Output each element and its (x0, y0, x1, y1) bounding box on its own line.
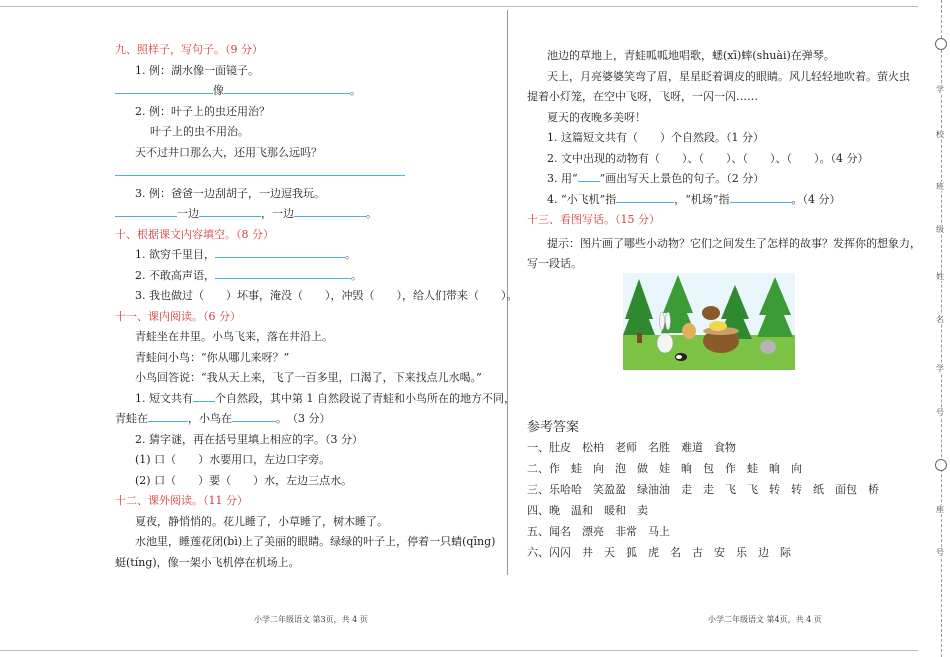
q9-example-2-answer: 叶子上的虫不用治。 (150, 125, 249, 138)
binding-label: 学 (936, 364, 944, 373)
q11-question-1 (115, 389, 515, 410)
q12-question-c (527, 169, 902, 190)
q12-paragraph-5: 天上，月亮婆婆笑弯了眉，星星眨着调皮的眼睛。风儿轻轻地吹着。萤火虫 (547, 69, 910, 83)
q13-prompt-cont: 写一段话。 (527, 257, 582, 270)
q11-q1-a: 1. 短文共有 (135, 391, 193, 405)
answer-blank[interactable] (215, 266, 351, 279)
answer-blank[interactable] (115, 204, 177, 217)
q11-q1-c: 青蛙在 (115, 412, 148, 425)
binding-label: 座 (936, 505, 944, 514)
binding-hole (935, 459, 947, 471)
answer-blank[interactable] (148, 409, 188, 422)
q9-example-2: 2. 例：叶子上的虫还用治？ (135, 104, 270, 118)
q12-qd-b: ，“机场”指 (674, 192, 730, 206)
q12-question-a: 1. 这篇短文共有（ ）个自然段。（1 分） (547, 131, 764, 144)
binding-label: 号 (936, 408, 944, 417)
bird-icon (709, 321, 727, 331)
q11-paragraph-3: 小鸟回答说：“我从天上来，飞了一百多里，口渴了，下来找点儿水喝。” (135, 371, 482, 384)
q10-line-2 (115, 266, 495, 287)
q10-line-1 (115, 245, 495, 266)
q11-riddle-2: (2) 口（ ）要（ ）水，左边三点水。 (135, 473, 353, 487)
q11-q1-b: 个自然段，其中第 1 自然段说了青蛙和小鸟所在的地方不同， (215, 391, 515, 405)
q9-ex1-mid: 像 (213, 84, 224, 97)
binding-label: 级 (936, 225, 944, 234)
q13-title: 十三、看图写话。（15 分） (527, 213, 660, 226)
q12-paragraph-4: 池边的草地上，青蛙呱呱地唱歌，蟋(xī)蟀(shuài)在弹琴。 (547, 49, 835, 62)
q9-ex3-word1: 一边 (177, 207, 199, 220)
top-rule (0, 6, 918, 7)
q12-qd-c: 。（4 分） (791, 192, 841, 206)
right-column (527, 46, 921, 559)
q9-ex3-word2: ，一边 (261, 207, 294, 220)
q12-paragraph-1: 夏夜，静悄悄的。花儿睡了，小草睡了，树木睡了。 (135, 514, 388, 528)
q12-paragraph-2: 水池里，睡莲花闭(bì)上了美丽的眼睛。绿绿的叶子上，停着一只蜻(qīng) (135, 535, 496, 548)
q11-riddle-1: (1) 口（ ）水要用口，左边口字旁。 (135, 453, 331, 466)
q9-title: 九、照样子，写句子。（9 分） (115, 43, 263, 56)
q11-title: 十一、课内阅读。（6 分） (115, 309, 241, 323)
q9-ex3-end: 。 (366, 207, 377, 220)
answer-blank[interactable] (616, 190, 674, 203)
answer-line: 五、闻名 漂亮 非常 马上 (527, 525, 670, 538)
q9-ex1-end: 。 (350, 84, 361, 97)
q12-title: 十二、课外阅读。（11 分） (115, 494, 248, 507)
binding-label: 名 (936, 315, 944, 324)
q12-paragraph-5-cont: 提着小灯笼，在空中飞呀，飞呀，一闪一闪…… (527, 90, 758, 103)
q11-q1-d: ，小鸟在 (188, 412, 232, 425)
magpie-icon (675, 353, 687, 361)
answer-blank[interactable] (215, 245, 345, 258)
q11-q1-e: 。 （3 分） (276, 412, 331, 425)
story-illustration (623, 273, 795, 370)
binding-label: 校 (936, 130, 944, 139)
q10-line-1-text: 1. 欲穷千里目， (135, 248, 215, 261)
q11-paragraph-2: 青蛙问小鸟：“你从哪儿来呀？” (135, 350, 290, 364)
q11-question-2: 2. 猜字谜，再在括号里填上相应的字。（3 分） (135, 432, 363, 446)
q11-question-1-cont (115, 409, 495, 430)
bottom-rule (0, 650, 918, 651)
answer-key-title: 参考答案 (527, 420, 580, 435)
binding-label: 姓 (936, 272, 944, 281)
q11-paragraph-1: 青蛙坐在井里。小鸟飞来，落在井沿上。 (135, 330, 333, 343)
answer-blank[interactable] (232, 409, 276, 422)
answer-blank[interactable] (294, 204, 366, 217)
answer-key (527, 416, 879, 563)
answer-line: 四、晚 温和 暖和 卖 (527, 504, 648, 517)
footer-left: 小学二年级语文 第3页，共 4 页 (254, 615, 368, 624)
binding-line (941, 0, 942, 657)
binding-strip (926, 0, 948, 657)
footer-right: 小学二年级语文 第4页，共 4 页 (708, 615, 822, 624)
monkey-icon (682, 323, 696, 339)
answer-blank[interactable] (193, 389, 215, 402)
answer-blank[interactable] (199, 204, 261, 217)
binding-hole (935, 38, 947, 50)
animal-icon (760, 340, 776, 354)
q9-answer-1 (115, 81, 495, 102)
q9-example-2-question: 天不过井口那么大，还用飞那么远吗？ (135, 145, 322, 159)
left-column (115, 40, 518, 573)
answer-blank[interactable] (730, 190, 792, 203)
q9-example-1: 1. 例：湖水像一面镜子。 (135, 63, 259, 77)
q12-qc-a: 3. 用“ (547, 172, 578, 185)
answer-blank[interactable] (578, 169, 600, 182)
binding-label: 号 (936, 548, 944, 557)
q10-line-3: 3. 我也做过（ ）坏事，淹没（ ），冲毁（ ），给人们带来（ ）。 (135, 289, 518, 302)
q10-line-2-text: 2. 不敢高声语， (135, 268, 215, 282)
q12-qc-b: ”画出写天上景色的句子。（2 分） (599, 172, 765, 185)
answer-line: 六、闪闪 井 天 狐 虎 名 古 安 乐 边 际 (527, 546, 791, 559)
owl-icon (702, 306, 720, 320)
q12-paragraph-3: 蜓(tíng)，像一架小飞机停在机场上。 (115, 555, 300, 569)
answer-line: 三、乐哈哈 笑盈盈 绿油油 走 走 飞 飞 转 转 纸 面包 桥 (527, 483, 879, 496)
q9-answer-3 (115, 204, 495, 225)
q10-title: 十、根据课文内容填空。（8 分） (115, 227, 274, 241)
answer-blank[interactable] (115, 81, 213, 94)
answer-line: 二、作 蛙 向 泡 做 娃 晌 包 作 蛙 晌 向 (527, 462, 802, 475)
q12-question-d (527, 190, 902, 211)
q12-qd-a: 4. “小飞机”指 (547, 192, 617, 206)
q12-question-b: 2. 文中出现的动物有（ ）、（ ）、（ ）、（ ）。（4 分） (547, 151, 869, 165)
q9-answer-2 (115, 163, 495, 184)
binding-label: 班 (936, 182, 944, 191)
answer-blank[interactable] (224, 81, 350, 94)
binding-label: 学 (936, 85, 944, 94)
q10-line-2-end: 。 (351, 268, 362, 282)
q9-example-3: 3. 例：爸爸一边刮胡子，一边逗我玩。 (135, 186, 325, 200)
q13-prompt: 提示：图片画了哪些小动物？它们之间发生了怎样的故事？发挥你的想象力， (547, 236, 921, 250)
answer-blank[interactable] (115, 163, 405, 176)
q10-line-1-end: 。 (345, 248, 356, 261)
answer-line: 一、肚皮 松柏 老师 名胜 难道 食物 (527, 441, 736, 454)
q12-paragraph-6: 夏天的夜晚多美呀！ (547, 110, 646, 124)
